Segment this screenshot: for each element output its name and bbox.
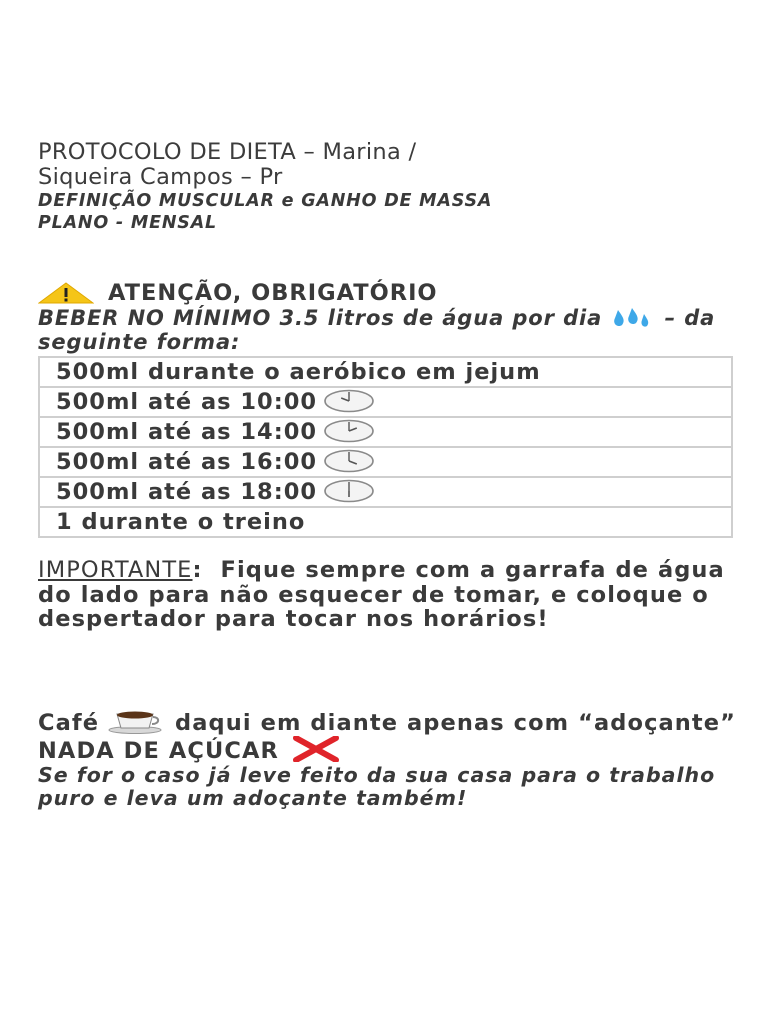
clock-icon: [323, 449, 375, 473]
table-row: [39, 507, 732, 537]
clock-icon: [323, 419, 375, 443]
table-row: [39, 357, 732, 387]
cafe-note: [38, 708, 738, 764]
title-line-2: Siqueira Campos – Pr: [38, 164, 283, 190]
title-line-1: PROTOCOLO DE DIETA – Marina /: [38, 139, 417, 165]
schedule-cell: [39, 447, 732, 477]
schedule-cell: [39, 507, 732, 537]
schedule-cell: [39, 417, 732, 447]
important-label: IMPORTANTE: [38, 557, 193, 583]
important-colon: :: [192, 557, 203, 583]
water-instruction: [38, 306, 738, 354]
attention-heading: [38, 280, 738, 306]
water-schedule-table: [38, 356, 733, 538]
schedule-text: 1 durante o treino: [56, 509, 306, 535]
coffee-cup-icon: [108, 708, 166, 734]
red-x-icon: [288, 736, 344, 762]
schedule-cell: [39, 477, 732, 507]
attention-heading-text: ATENÇÃO, OBRIGATÓRIO: [108, 280, 438, 306]
schedule-text: 500ml durante o aeróbico em jejum: [56, 359, 541, 385]
table-row: [39, 417, 732, 447]
table-row: [39, 387, 732, 417]
schedule-text: 500ml até as 16:00: [56, 449, 318, 475]
subtitle-goal: DEFINIÇÃO MUSCULAR e GANHO DE MASSA: [38, 191, 493, 211]
cafe-tip: Se for o caso já leve feito da sua casa para o trabalho puro e leva um adoçante também!: [38, 762, 716, 810]
warning-icon: [38, 282, 94, 304]
schedule-cell: [39, 387, 732, 417]
document-title: [38, 140, 738, 190]
schedule-text: 500ml até as 14:00: [56, 419, 318, 445]
schedule-text: 500ml até as 18:00: [56, 479, 318, 505]
schedule-text: 500ml até as 10:00: [56, 389, 318, 415]
table-row: [39, 477, 732, 507]
water-instruction-text: BEBER NO MÍNIMO 3.5 litros de água por dia: [38, 306, 603, 330]
subtitle-plan: PLANO - MENSAL: [38, 213, 218, 233]
clock-icon: [323, 479, 375, 503]
important-text: Fique sempre com a garrafa de água do lado para não esquecer de tomar, e coloque o despertador para tocar nos horários!: [38, 557, 734, 632]
document-page: [38, 140, 738, 811]
sweat-drops-icon: [610, 306, 656, 328]
cafe-text: daqui em diante apenas com “adoçante” NADA DE AÇÚCAR: [38, 709, 737, 764]
schedule-cell: [39, 357, 732, 387]
cafe-word: Café: [38, 709, 100, 736]
water-instruction-tail: – da seguinte forma:: [38, 306, 716, 354]
important-note: [38, 558, 738, 632]
clock-icon: [323, 389, 375, 413]
table-row: [39, 447, 732, 477]
